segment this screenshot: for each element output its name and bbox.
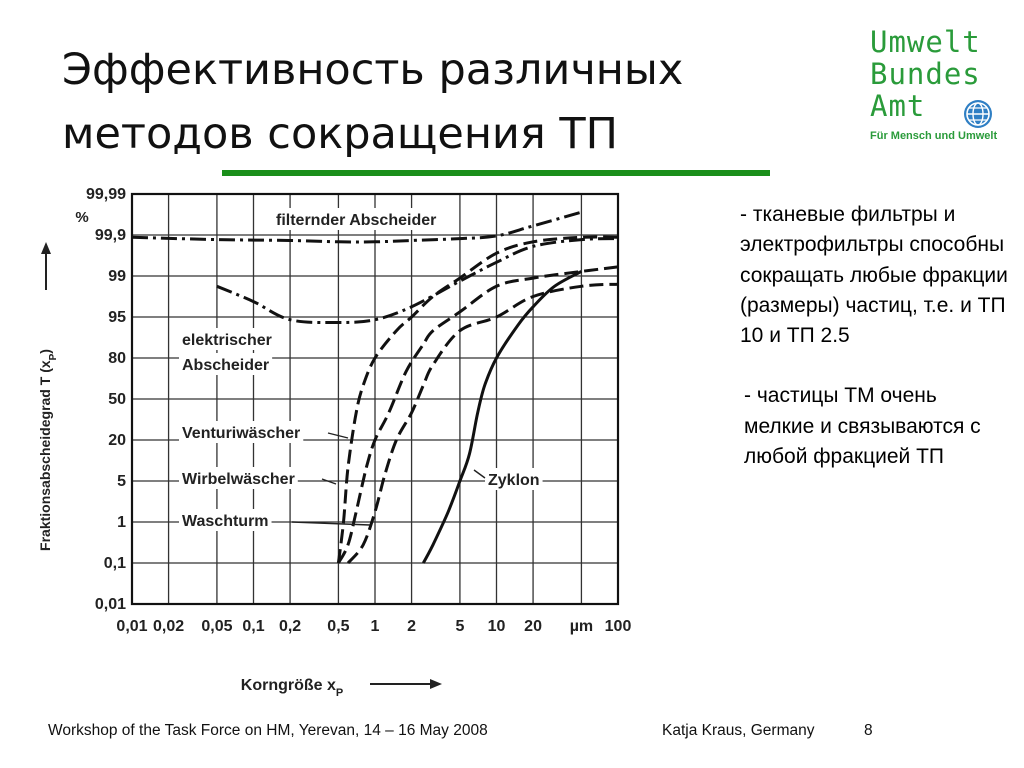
chart-ticks <box>86 186 631 635</box>
footer-author-text: Katja Kraus, Germany <box>662 722 815 739</box>
logo-tagline: Für Mensch und Umwelt <box>870 130 998 142</box>
series-line-1 <box>217 239 618 323</box>
y-tick-label-0: 0,01 <box>94 596 126 613</box>
x-tick-label-12: 100 <box>604 618 632 635</box>
x-tick-label-1: 0,02 <box>153 618 185 635</box>
x-tick-label-0: 0,01 <box>116 618 148 635</box>
globe-icon <box>962 98 994 130</box>
logo-word-amt: Amt <box>870 89 926 123</box>
annotation-label-6: Zyklon <box>488 472 540 489</box>
title-underline <box>222 170 770 176</box>
x-tick-label-6: 1 <box>370 618 380 635</box>
x-tick-label-4: 0,2 <box>278 618 302 635</box>
y-axis-title <box>37 349 59 551</box>
y-tick-label-6: 80 <box>108 350 126 367</box>
logo-word-umwelt: Umwelt <box>870 25 981 59</box>
y-tick-label-7: 95 <box>108 309 126 326</box>
annotation-label-5: Waschturm <box>182 513 269 530</box>
side-paragraph-2: - частицы ТМ очень мелкие и связываются с любой фракцией ТП <box>744 384 981 469</box>
side-text-block <box>740 200 1010 472</box>
series-line-4 <box>348 284 618 563</box>
x-tick-label-3: 0,1 <box>242 618 265 635</box>
y-axis-title-close: ) <box>37 349 53 354</box>
x-tick-label-10: 20 <box>524 618 542 635</box>
x-tick-label-5: 0,5 <box>327 618 350 635</box>
x-axis-title-sub: P <box>335 687 344 699</box>
y-tick-label-5: 50 <box>108 391 126 408</box>
logo-word-bundes: Bundes <box>870 57 981 91</box>
y-tick-label-3: 5 <box>117 473 126 490</box>
y-tick-label-2: 1 <box>117 514 126 531</box>
title-line-1: Эффективность различных <box>62 45 684 95</box>
chart-grid <box>132 194 618 604</box>
title-line-2: методов сокращения ТП <box>62 109 619 159</box>
y-unit-label: % <box>75 209 89 226</box>
x-axis-title <box>241 677 343 699</box>
y-tick-label-10: 99,99 <box>85 186 126 203</box>
y-tick-label-4: 20 <box>108 432 126 449</box>
y-tick-label-9: 99,9 <box>94 227 126 244</box>
y-axis-title-text: Fraktionsabscheidegrad T (x <box>37 360 53 551</box>
annotation-label-1: elektrischer <box>182 332 272 349</box>
x-tick-label-2: 0,05 <box>201 618 233 635</box>
annotation-label-3: Venturiwäscher <box>182 425 301 442</box>
y-tick-label-1: 0,1 <box>103 555 126 572</box>
x-tick-label-11: µm <box>569 618 594 635</box>
annotation-leader-6 <box>474 470 485 478</box>
x-tick-label-7: 2 <box>407 618 417 635</box>
umweltbundesamt-logo <box>866 26 1006 154</box>
svg-text:Fraktionsabscheidegrad T (xP) <box>37 349 59 551</box>
y-axis-arrow <box>41 242 51 290</box>
page-number: 8 <box>864 722 873 739</box>
side-paragraph-1: - тканевые фильтры и электрофильтры способны сокращать любые фракции (размеры) частиц, т.е. и ТП 10 и ТП 2.5 <box>740 203 1008 348</box>
svg-text:Korngröße xP <box>241 677 343 699</box>
footer-workshop-text: Workshop of the Task Force on HM, Yerevan, 14 – 16 May 2008 <box>48 722 488 739</box>
y-tick-label-8: 99 <box>108 268 126 285</box>
x-axis-arrow <box>370 679 442 689</box>
efficiency-chart <box>30 180 650 700</box>
y-axis-title-sub: P <box>47 353 59 361</box>
slide-title <box>62 38 822 166</box>
x-tick-label-9: 10 <box>487 618 506 635</box>
x-axis-title-text: Korngröße x <box>240 677 336 694</box>
chart-svg <box>30 180 650 700</box>
annotation-label-0: filternder Abscheider <box>276 212 437 229</box>
annotation-label-2: Abscheider <box>182 357 270 374</box>
annotation-label-4: Wirbelwäscher <box>182 471 295 488</box>
x-tick-label-8: 5 <box>455 618 465 635</box>
